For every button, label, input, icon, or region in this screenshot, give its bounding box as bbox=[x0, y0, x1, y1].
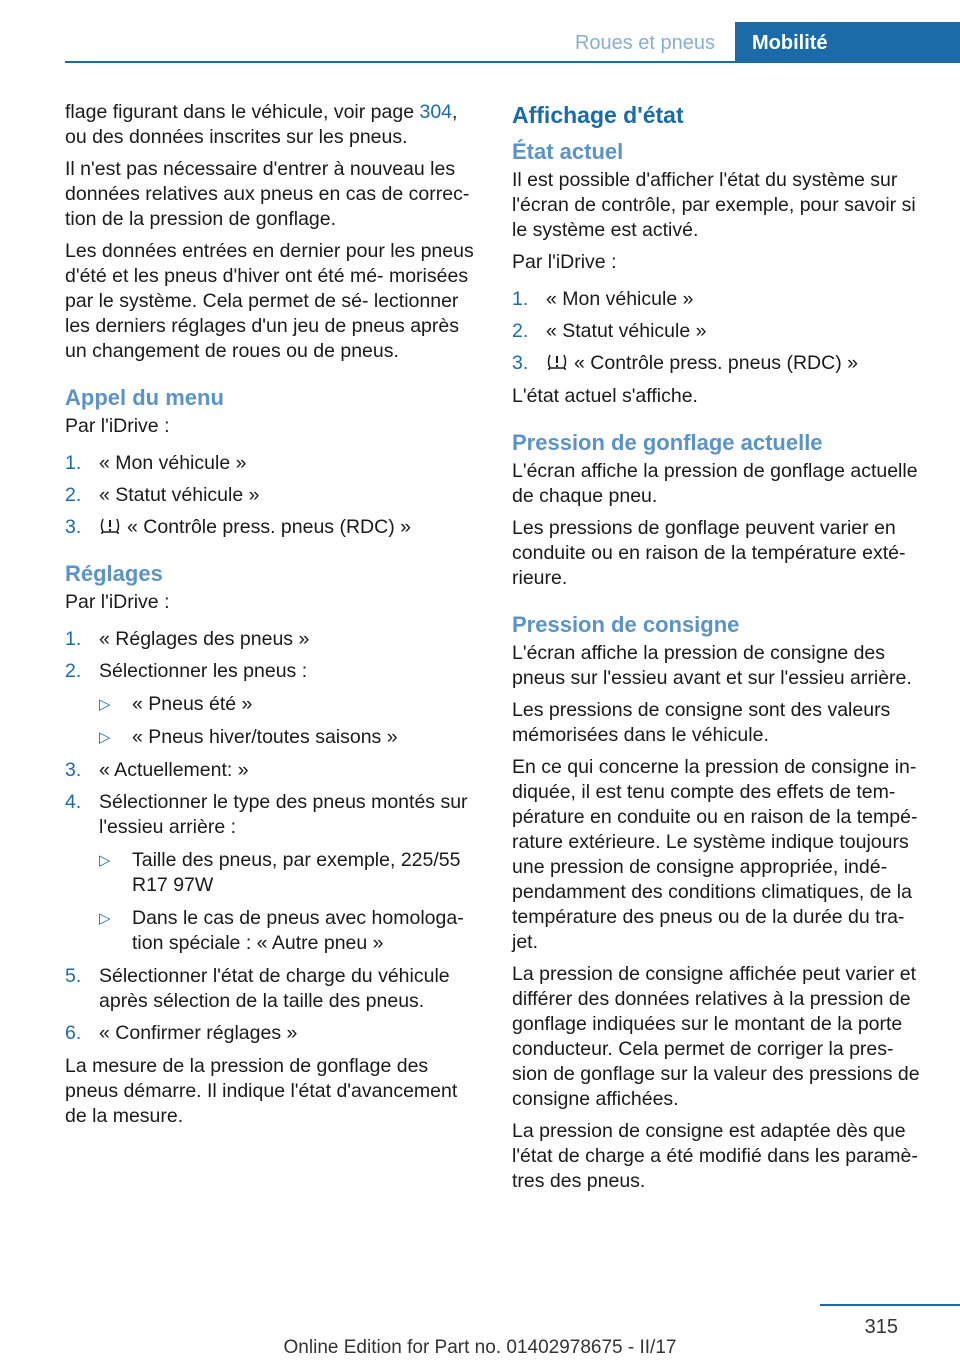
settings-steps bbox=[65, 627, 480, 1046]
step-text: Sélectionner l'état de charge du véhicule après sélection de la taille des pneus. bbox=[99, 965, 450, 1012]
triangle-right-icon: ▷ bbox=[99, 729, 111, 746]
step-number: 4. bbox=[65, 791, 82, 813]
section-heading-pressure: Pression de gonflage actuelle bbox=[512, 430, 823, 455]
section-heading-target: Pression de consigne bbox=[512, 612, 740, 637]
paragraph: Les données entrées en dernier pour les pneus d'été et les pneus d'hiver ont été mé‐ morisées par le système. Cela permet de sé‐ lectionner les derniers réglages d'un jeu de pneus après un changement de roues ou de pneus. bbox=[65, 240, 474, 362]
paragraph: L'état actuel s'affiche. bbox=[512, 385, 698, 407]
paragraph bbox=[65, 100, 480, 150]
sub-text: Dans le cas de pneus avec homologa‐ tion spéciale : « Autre pneu » bbox=[132, 907, 464, 954]
list-item bbox=[65, 758, 480, 783]
step-number: 1. bbox=[512, 288, 529, 310]
list-item bbox=[65, 964, 480, 1014]
tire-pressure-warning-icon bbox=[99, 516, 121, 536]
sub-list-item bbox=[99, 725, 480, 750]
step-number: 3. bbox=[65, 516, 82, 538]
paragraph: La pression de consigne est adaptée dès que l'état de charge a été modifié dans les paramè‐ tres des pneus. bbox=[512, 1120, 918, 1192]
step-text: « Mon véhicule » bbox=[546, 288, 694, 310]
paragraph: Les pressions de consigne sont des valeurs mémorisées dans le véhicule. bbox=[512, 699, 891, 746]
status-steps bbox=[512, 287, 932, 376]
menu-steps bbox=[65, 451, 480, 540]
list-item bbox=[65, 1021, 480, 1046]
paragraph: L'écran affiche la pression de consigne des pneus sur l'essieu avant et sur l'essieu arrière. bbox=[512, 642, 912, 689]
sub-text: « Pneus été » bbox=[132, 693, 253, 715]
sub-list-item bbox=[99, 848, 480, 898]
step-number: 1. bbox=[65, 628, 82, 650]
section-heading-current: État actuel bbox=[512, 139, 624, 164]
step-number: 6. bbox=[65, 1022, 82, 1044]
list-item bbox=[512, 319, 932, 344]
step-text: « Réglages des pneus » bbox=[99, 628, 310, 650]
step-text: « Actuellement: » bbox=[99, 759, 249, 781]
intro-text: Par l'iDrive : bbox=[512, 251, 617, 273]
tire-pressure-warning-icon bbox=[546, 352, 568, 372]
step-number: 1. bbox=[65, 452, 82, 474]
sub-list-item bbox=[99, 906, 480, 956]
list-item bbox=[512, 351, 932, 376]
paragraph: La pression de consigne affichée peut varier et différer des données relatives à la pression de gonflage indiquées sur le montant de la porte conducteur. Cela permet de corriger la pres‐ sion de gonflage sur la valeur des pressions de consigne affichées. bbox=[512, 963, 920, 1110]
section-title-status: Affichage d'état bbox=[512, 102, 684, 128]
list-item bbox=[512, 287, 932, 312]
sub-list bbox=[99, 848, 480, 956]
sub-text: Taille des pneus, par exemple, 225/55 R17 97W bbox=[132, 849, 461, 896]
list-item bbox=[65, 790, 480, 956]
section-tab[interactable]: Roues et pneus bbox=[574, 32, 716, 54]
paragraph: Il n'est pas nécessaire d'entrer à nouveau les données relatives aux pneus en cas de correc‐ tion de la pression de gonflage. bbox=[65, 158, 470, 230]
page-link[interactable]: 304 bbox=[419, 101, 453, 123]
paragraph: Il est possible d'afficher l'état du système sur l'écran de contrôle, par exemple, pour savoir si le système est activé. bbox=[512, 169, 916, 241]
step-number: 3. bbox=[65, 759, 82, 781]
step-number: 2. bbox=[512, 320, 529, 342]
step-text: Sélectionner les pneus : bbox=[99, 660, 308, 682]
text: flage figurant dans le véhicule, voir page bbox=[65, 101, 420, 123]
edition-note: Online Edition for Part no. 01402978675 - II/17 bbox=[283, 1337, 677, 1358]
triangle-right-icon: ▷ bbox=[99, 910, 111, 927]
text: , ou des données inscrites sur les pneus. bbox=[65, 101, 458, 148]
sub-list-item bbox=[99, 692, 480, 717]
sub-list bbox=[99, 692, 480, 750]
step-text: « Statut véhicule » bbox=[546, 320, 707, 342]
list-item bbox=[65, 515, 480, 540]
paragraph: La mesure de la pression de gonflage des pneus démarre. Il indique l'état d'avancement de la mesure. bbox=[65, 1055, 458, 1127]
chapter-tab[interactable]: Mobilité bbox=[735, 22, 960, 62]
triangle-right-icon: ▷ bbox=[99, 852, 111, 869]
intro-text: Par l'iDrive : bbox=[65, 591, 170, 613]
paragraph: Les pressions de gonflage peuvent varier en conduite ou en raison de la température exté‐ rieure. bbox=[512, 517, 906, 589]
paragraph: En ce qui concerne la pression de consigne in‐ diquée, il est tenu compte des effets de tem‐ pérature en conduite ou en raison de la tempé‐ rature extérieure. Le système indique toujours une pression de consigne appropriée, indé‐ pendamment des conditions climatiques, de la température des pneus ou de la durée du tra‐ jet. bbox=[512, 756, 918, 953]
step-text: « Statut véhicule » bbox=[99, 484, 260, 506]
triangle-right-icon: ▷ bbox=[99, 696, 111, 713]
list-item bbox=[65, 483, 480, 508]
step-text: Sélectionner le type des pneus montés sur l'essieu arrière : bbox=[99, 791, 468, 838]
intro-text: Par l'iDrive : bbox=[65, 415, 170, 437]
right-column bbox=[512, 100, 932, 1201]
step-number: 2. bbox=[65, 660, 82, 682]
section-heading-menu: Appel du menu bbox=[65, 385, 224, 410]
step-text: « Contrôle press. pneus (RDC) » bbox=[574, 352, 858, 374]
footer-rule bbox=[820, 1304, 960, 1306]
step-number: 3. bbox=[512, 352, 529, 374]
page-number: 315 bbox=[864, 1316, 898, 1338]
list-item bbox=[65, 659, 480, 750]
section-heading-settings: Réglages bbox=[65, 561, 163, 586]
left-column bbox=[65, 100, 480, 1136]
list-item bbox=[65, 451, 480, 476]
paragraph: L'écran affiche la pression de gonflage actuelle de chaque pneu. bbox=[512, 460, 918, 507]
step-text: « Mon véhicule » bbox=[99, 452, 247, 474]
header-rule bbox=[65, 61, 960, 63]
step-text: « Contrôle press. pneus (RDC) » bbox=[127, 516, 411, 538]
step-number: 5. bbox=[65, 965, 82, 987]
page-header bbox=[0, 0, 960, 62]
step-number: 2. bbox=[65, 484, 82, 506]
sub-text: « Pneus hiver/toutes saisons » bbox=[132, 726, 398, 748]
list-item bbox=[65, 627, 480, 652]
step-text: « Confirmer réglages » bbox=[99, 1022, 298, 1044]
